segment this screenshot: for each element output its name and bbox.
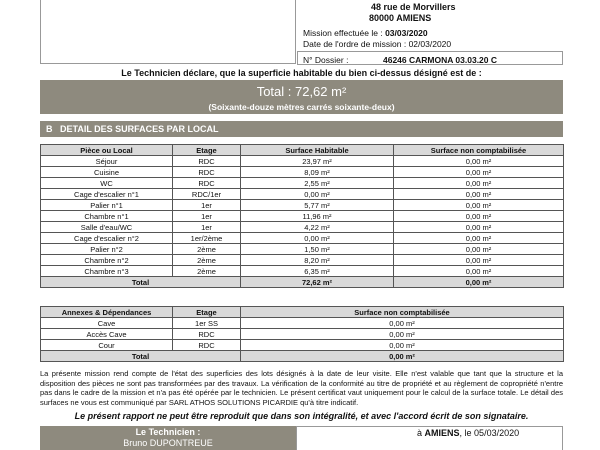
table-cell: 0,00 m² [394,233,564,244]
table-row [41,178,564,189]
table-row [41,200,564,211]
table-cell: 0,00 m² [394,156,564,167]
technician-name: Bruno DUPONTREUE [123,438,213,448]
annex-table-header [41,307,564,318]
table-cell: 0,00 m² [394,189,564,200]
total-row [41,351,564,362]
mission-date: 03/03/2020 [385,28,428,38]
place-city: AMIENS [424,428,460,438]
table-cell: 5,77 m² [241,200,394,211]
total-non-counted: 0,00 m² [394,277,564,288]
declaration-text: Le Technicien déclare, que la superficie habitable du bien ci-dessus désigné est de : [121,68,482,78]
table-cell: 1er [173,222,241,233]
table-cell: Salle d'eau/WC [41,222,173,233]
table-cell: 0,00 m² [394,222,564,233]
rooms-table-header [41,145,564,156]
table-cell: 1er SS [173,318,241,329]
table-cell: RDC [173,329,241,340]
table-cell: RDC [173,167,241,178]
table-cell: WC [41,178,173,189]
table-cell: 0,00 m² [394,178,564,189]
table-cell: 6,35 m² [241,266,394,277]
table-cell: 2,55 m² [241,178,394,189]
order-date: 02/03/2020 [408,39,452,49]
mission-label: Mission effectuée le : [303,28,383,38]
table-cell: RDC/1er [173,189,241,200]
table-cell: 0,00 m² [241,189,394,200]
dossier-label: N° Dossier : [303,55,349,65]
annex-table [40,306,564,362]
disclaimer: Le présent rapport ne peut être reproduit que dans son intégralité, et avec l'accord écrit de son signataire. [74,411,529,421]
table-row [41,222,564,233]
total-row [41,277,564,288]
table-row [41,340,564,351]
table-cell: 0,00 m² [241,329,564,340]
table-cell: RDC [173,156,241,167]
table-row [41,167,564,178]
table-cell: Cage d'escalier n°2 [41,233,173,244]
column-header: Etage [173,307,241,318]
order-date-line [303,39,451,49]
section-letter: B [46,124,53,134]
table-row [41,255,564,266]
total-label: Total [41,351,241,362]
table-cell: Chambre n°2 [41,255,173,266]
table-cell: 0,00 m² [241,233,394,244]
table-row [41,318,564,329]
place-suffix: , le 05/03/2020 [459,428,520,438]
table-cell: 0,00 m² [241,318,564,329]
total-surface: Total : 72,62 m² [256,84,347,99]
table-cell: 1er [173,200,241,211]
table-cell: 0,00 m² [394,200,564,211]
table-row [41,211,564,222]
order-label: Date de l'ordre de mission : [303,39,407,49]
column-header: Etage [173,145,241,156]
table-row [41,189,564,200]
address-line1: 48 rue de Morvillers [371,2,456,12]
table-cell: 0,00 m² [394,211,564,222]
table-cell: Palier n°2 [41,244,173,255]
table-row [41,244,564,255]
table-cell: 0,00 m² [394,255,564,266]
table-cell: Séjour [41,156,173,167]
table-cell: 0,00 m² [241,340,564,351]
table-cell: 8,09 m² [241,167,394,178]
table-row [41,156,564,167]
total-surface-words: (Soixante-douze mètres carrés soixante-deux) [208,102,395,112]
technician-title: Le Technicien : [135,427,201,437]
table-cell: RDC [173,178,241,189]
table-cell: 2ème [173,255,241,266]
column-header: Surface non comptabilisée [394,145,564,156]
table-cell: Palier n°1 [41,200,173,211]
table-cell: RDC [173,340,241,351]
table-row [41,329,564,340]
table-row [41,233,564,244]
table-cell: Chambre n°3 [41,266,173,277]
table-cell: 23,97 m² [241,156,394,167]
table-cell: Cage d'escalier n°1 [41,189,173,200]
table-cell: 2ème [173,266,241,277]
table-cell: 8,20 m² [241,255,394,266]
total-surface-box [40,80,563,114]
total-non-counted: 0,00 m² [241,351,564,362]
property-info-box [40,0,296,64]
column-header: Surface non comptabilisée [241,307,564,318]
dossier-value: 46246 CARMONA 03.03.20 C [383,55,498,65]
mission-note: La présente mission rend compte de l'état des superficies des lots désignés à la date de leur visite. Elle n'est valable que tant que la structure et la disposition des pièces ne sont pas transformées par des travaux. La vérification de la conformité au titre de propriété et au règlement de copropriété n'entre pas dans le cadre de la mission et n'a pas été opérée par le technicien. Le présent certificat vaut uniquement pour le calcul de la surface totale. Le détail des surfaces ne vous est communiqué par SARL ATHOS SOLUTIONS PICARDIE qu'à titre indicatif. [40,369,563,407]
table-cell: 0,00 m² [394,244,564,255]
total-habitable: 72,62 m² [241,277,394,288]
place-prefix: à [417,428,423,438]
address-line2: 80000 AMIENS [369,13,432,23]
table-cell: 2ème [173,244,241,255]
table-cell: 0,00 m² [394,167,564,178]
table-cell: 1er/2ème [173,233,241,244]
section-header [40,121,563,137]
table-cell: Cour [41,340,173,351]
technician-box [40,426,296,450]
table-cell: 11,96 m² [241,211,394,222]
section-title: DETAIL DES SURFACES PAR LOCAL [60,124,219,134]
total-label: Total [41,277,241,288]
column-header: Annexes & Dépendances [41,307,173,318]
table-cell: 0,00 m² [394,266,564,277]
column-header: Surface Habitable [241,145,394,156]
table-cell: 1er [173,211,241,222]
place-date [417,428,519,438]
column-header: Pièce ou Local [41,145,173,156]
table-cell: Accès Cave [41,329,173,340]
table-row [41,266,564,277]
table-cell: Chambre n°1 [41,211,173,222]
table-cell: Cuisine [41,167,173,178]
table-cell: Cave [41,318,173,329]
mission-date-line [303,28,428,38]
rooms-table [40,144,564,288]
table-cell: 4,22 m² [241,222,394,233]
table-cell: 1,50 m² [241,244,394,255]
